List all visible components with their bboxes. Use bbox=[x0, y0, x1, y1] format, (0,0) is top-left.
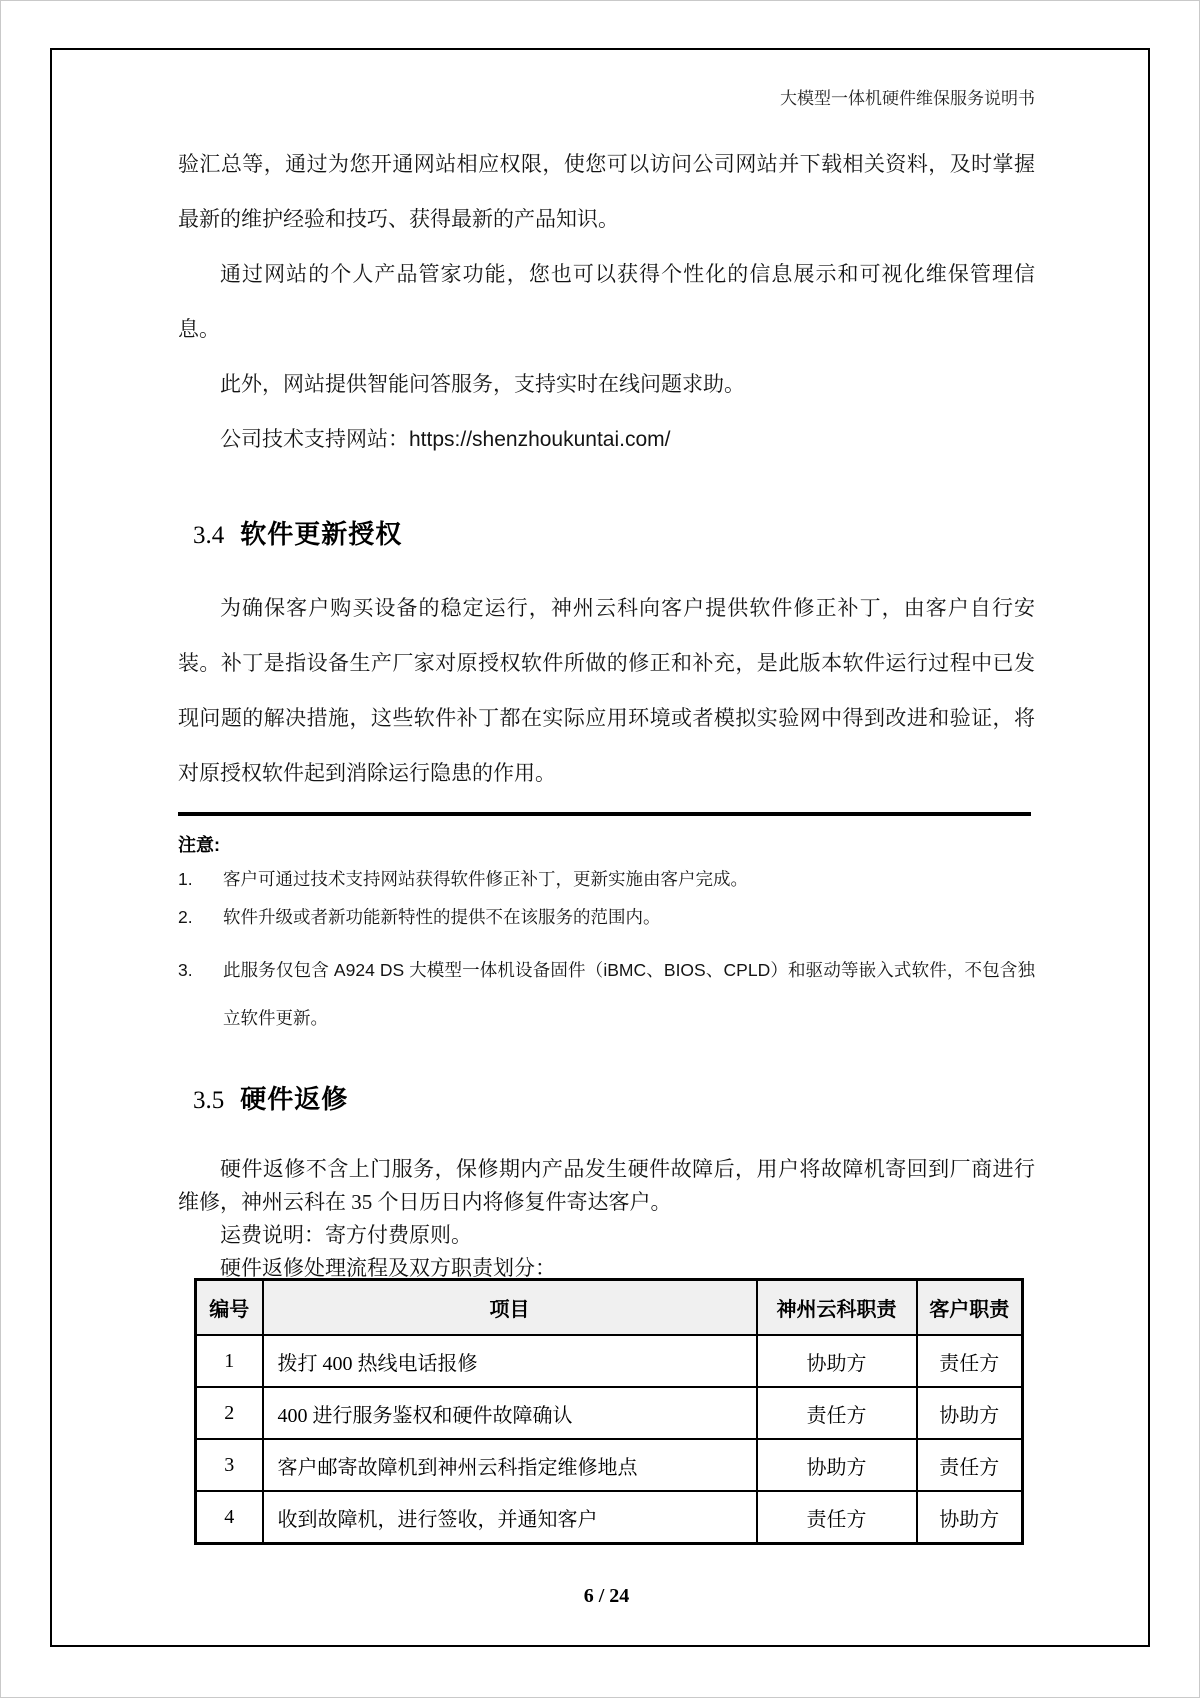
paragraph: 为确保客户购买设备的稳定运行，神州云科向客户提供软件修正补丁，由客户自行安装。补丁是指设备生产厂家对原授权软件所做的修正和补充，是此版本软件运行过程中已发现问题的解决措施，这些软件补丁都在实际应用环境或者模拟实验网中得到改进和验证，将对原授权软件起到消除运行隐患的作用。 bbox=[178, 597, 1035, 785]
note-item bbox=[178, 946, 1035, 1042]
table-cell: 协助方 bbox=[917, 1491, 1023, 1544]
section-title: 软件更新授权 bbox=[240, 519, 403, 549]
note-item-text: 此服务仅包含 A924 DS 大模型一体机设备固件（iBMC、BIOS、CPLD）和驱动等嵌入式软件，不包含独立软件更新。 bbox=[223, 960, 1035, 1028]
table-row bbox=[196, 1491, 1023, 1544]
table-header-cell: 编号 bbox=[196, 1280, 263, 1336]
section-heading-3-5 bbox=[193, 1079, 348, 1116]
note-item-number: 2. bbox=[178, 907, 193, 927]
paragraph: 此外，网站提供智能问答服务，支持实时在线问题求助。 bbox=[220, 373, 745, 396]
table-cell: 责任方 bbox=[757, 1491, 917, 1544]
paragraph: 通过网站的个人产品管家功能，您也可以获得个性化的信息展示和可视化维保管理信息。 bbox=[178, 263, 1035, 341]
page-number: 6 / 24 bbox=[583, 1585, 630, 1607]
table-row bbox=[196, 1335, 1023, 1387]
table-cell: 1 bbox=[196, 1335, 263, 1387]
table-header-cell: 神州云科职责 bbox=[757, 1280, 917, 1336]
table-cell: 400 进行服务鉴权和硬件故障确认 bbox=[263, 1387, 757, 1439]
table-cell: 责任方 bbox=[757, 1387, 917, 1439]
intro-paragraphs bbox=[178, 137, 1035, 467]
table-cell: 协助方 bbox=[757, 1335, 917, 1387]
table-row bbox=[196, 1439, 1023, 1491]
note-item-number: 1. bbox=[178, 869, 193, 889]
table-header-cell: 项目 bbox=[263, 1280, 757, 1336]
table-cell: 协助方 bbox=[917, 1387, 1023, 1439]
document-header-title: 大模型一体机硬件维保服务说明书 bbox=[780, 89, 1035, 108]
section-number: 3.5 bbox=[193, 1087, 225, 1114]
table-cell: 3 bbox=[196, 1439, 263, 1491]
table-cell: 收到故障机，进行签收，并通知客户 bbox=[263, 1491, 757, 1544]
table-cell: 客户邮寄故障机到神州云科指定维修地点 bbox=[263, 1439, 757, 1491]
note-item-text: 软件升级或者新功能新特性的提供不在该服务的范围内。 bbox=[223, 907, 661, 927]
paragraph: 硬件返修处理流程及双方职责划分： bbox=[220, 1256, 556, 1280]
table-header-cell: 客户职责 bbox=[917, 1280, 1023, 1336]
note-item-text: 客户可通过技术支持网站获得软件修正补丁，更新实施由客户完成。 bbox=[223, 869, 748, 889]
section-title: 硬件返修 bbox=[240, 1084, 349, 1114]
note-item bbox=[178, 866, 1035, 892]
note-item-number: 3. bbox=[178, 960, 193, 980]
paragraph: 运费说明：寄方付费原则。 bbox=[220, 1223, 472, 1247]
note-label: 注意: bbox=[178, 835, 220, 855]
table-cell: 责任方 bbox=[917, 1335, 1023, 1387]
section-heading-3-4 bbox=[193, 514, 402, 551]
table-row bbox=[196, 1387, 1023, 1439]
table-cell: 2 bbox=[196, 1387, 263, 1439]
table-cell: 责任方 bbox=[917, 1439, 1023, 1491]
table-cell: 拨打 400 热线电话报修 bbox=[263, 1335, 757, 1387]
section-3-5-body bbox=[178, 1153, 1035, 1285]
note-item bbox=[178, 904, 1035, 930]
paragraph: 硬件返修不含上门服务，保修期内产品发生硬件故障后，用户将故障机寄回到厂商进行维修，神州云科在 35 个日历日内将修复件寄达客户。 bbox=[178, 1157, 1035, 1214]
table-cell: 协助方 bbox=[757, 1439, 917, 1491]
paragraph: 验汇总等，通过为您开通网站相应权限，使您可以访问公司网站并下载相关资料，及时掌握最新的维护经验和技巧、获得最新的产品知识。 bbox=[178, 153, 1035, 231]
table-header-row bbox=[196, 1280, 1023, 1336]
support-website-line: 公司技术支持网站：https://shenzhoukuntai.com/ bbox=[220, 428, 671, 451]
section-3-4-body bbox=[178, 581, 1035, 801]
responsibilities-table bbox=[194, 1278, 1024, 1545]
page-footer bbox=[178, 1585, 1035, 1608]
table-cell: 4 bbox=[196, 1491, 263, 1544]
section-number: 3.4 bbox=[193, 522, 225, 549]
note-divider bbox=[178, 812, 1031, 816]
